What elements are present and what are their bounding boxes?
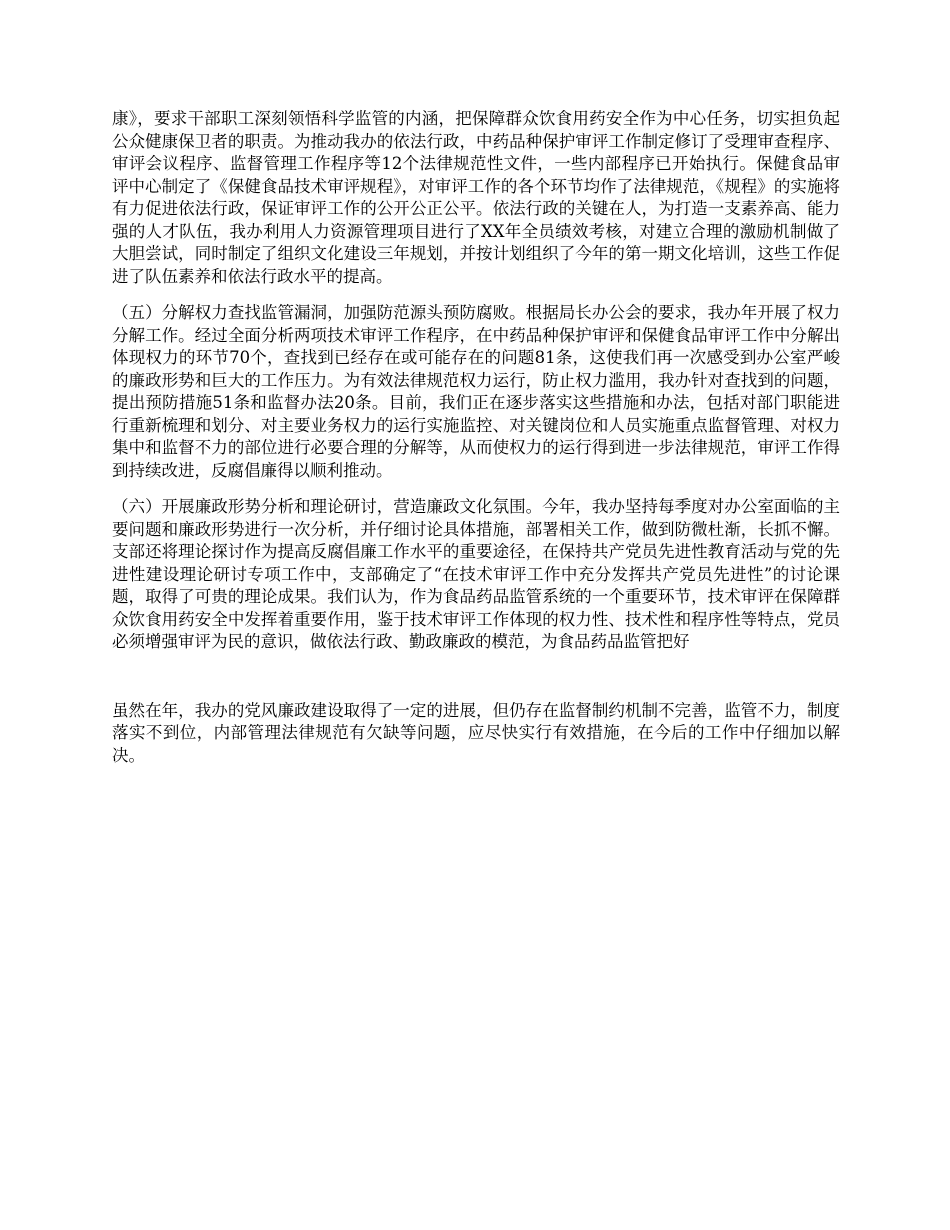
paragraph-legal-administration: 康》，要求干部职工深刻领悟科学监管的内涵，把保障群众饮食用药安全作为中心任务，切实担负起公众健康保卫者的职责。为推动我办的依法行政，中药品种保护审评工作制定修订了受理审查程序、审评会议程序、监督管理工作程序等12个法律规范性文件，一些内部程序已开始执行。保健食品审评中心制定了《保健食品技术审评规程》，对审评工作的各个环节均作了法律规范，《规程》的实施将有力促进依法行政，保证审评工作的公开公正公平。依法行政的关键在人，为打造一支素养高、能力强的人才队伍，我办利用人力资源管理项目进行了XX年全员绩效考核，对建立合理的激励机制做了大胆尝试，同时制定了组织文化建设三年规划，并按计划组织了今年的第一期文化培训，这些工作促进了队伍素养和依法行政水平的提高。: [112, 109, 840, 286]
document-page: [112, 108, 840, 781]
paragraph-gap: [112, 668, 840, 700]
paragraph-power-decomposition: （五）分解权力查找监管漏洞，加强防范源头预防腐败。根据局长办公会的要求，我办年开展了权力分解工作。经过全面分析两项技术审评工作程序，在中药品种保护审评和保健食品审评工作中分解出体现权力的环节70个，查找到已经存在或可能存在的问题81条，这使我们再一次感受到办公室严峻的廉政形势和巨大的工作压力。为有效法律规范权力运行，防止权力滥用，我办针对查找到的问题，提出预防措施51条和监督办法20条。目前，我们正在逐步落实这些措施和办法，包括对部门职能进行重新梳理和划分、对主要业务权力的运行实施监控、对关键岗位和人员实施重点监督管理、对权力集中和监督不力的部位进行必要合理的分解等，从而使权力的运行得到进一步法律规范，审评工作得到持续改进，反腐倡廉得以顺利推动。: [112, 303, 840, 480]
paragraph-integrity-analysis: （六）开展廉政形势分析和理论研讨，营造廉政文化氛围。今年，我办坚持每季度对办公室面临的主要问题和廉政形势进行一次分析，并仔细讨论具体措施，部署相关工作，做到防微杜渐，长抓不懈。支部还将理论探讨作为提高反腐倡廉工作水平的重要途径，在保持共产党员先进性教育活动与党的先进性建设理论研讨专项工作中，支部确定了“在技术审评工作中充分发挥共产党员先进性”的讨论课题，取得了可贵的理论成果。我们认为，作为食品药品监管系统的一个重要环节，技术审评在保障群众饮食用药安全中发挥着重要作用，鉴于技术审评工作体现的权力性、技术性和程序性等特点，党员必须增强审评为民的意识，做依法行政、勤政廉政的模范，为食品药品监管把好: [112, 497, 840, 651]
paragraph-conclusion: 虽然在年，我办的党风廉政建设取得了一定的进展，但仍存在监督制约机制不完善，监管不力，制度落实不到位，内部管理法律规范有欠缺等问题，应尽快实行有效措施，在今后的工作中仔细加以解决。: [112, 700, 840, 765]
